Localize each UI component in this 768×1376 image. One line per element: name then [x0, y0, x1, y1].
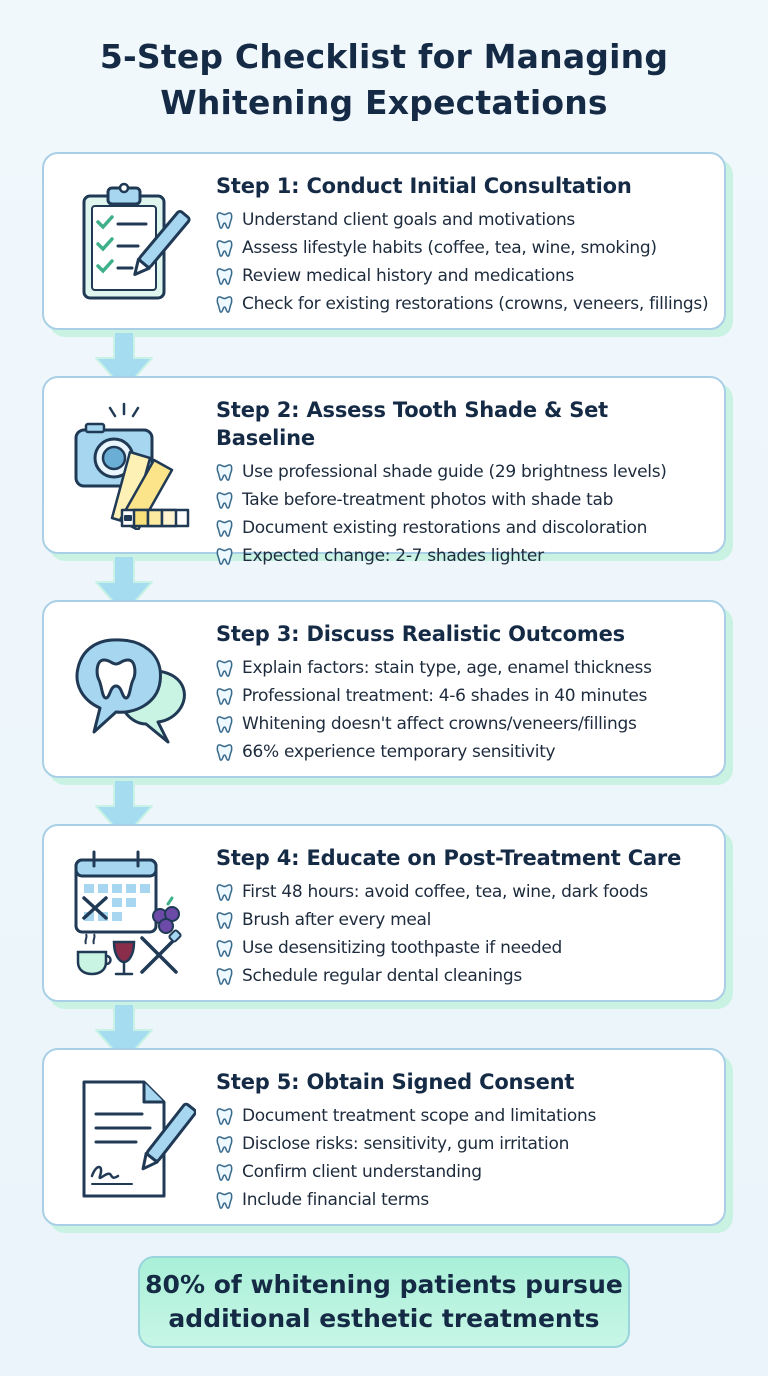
bullet-text: Professional treatment: 4-6 shades in 40 minutes: [242, 686, 648, 706]
bullet-text: Explain factors: stain type, age, enamel thickness: [242, 658, 652, 678]
bullet-text: 66% experience temporary sensitivity: [242, 742, 556, 762]
bullet-text: Use desensitizing toothpaste if needed: [242, 938, 563, 958]
tooth-icon: [216, 967, 233, 986]
tooth-icon: [216, 911, 233, 930]
step-4-title: Step 4: Educate on Post-Treatment Care: [216, 846, 682, 870]
list-item: [216, 234, 710, 262]
list-item: [216, 682, 710, 710]
bullet-text: Assess lifestyle habits (coffee, tea, wine, smoking): [242, 238, 657, 258]
list-item: [216, 654, 710, 682]
step-3-card: [42, 600, 726, 778]
tooth-icon: [216, 267, 233, 286]
tooth-icon: [216, 1191, 233, 1210]
bullet-text: Schedule regular dental cleanings: [242, 966, 522, 986]
bullet-text: Disclose risks: sensitivity, gum irritation: [242, 1134, 570, 1154]
statistic-banner-line-2: additional esthetic treatments: [168, 1304, 600, 1333]
tooth-icon: [216, 1107, 233, 1126]
page-title-line-1: 5-Step Checklist for Managing: [99, 37, 669, 76]
tooth-icon: [216, 659, 233, 678]
bullet-text: Include financial terms: [242, 1190, 429, 1210]
bullet-text: Document existing restorations and discoloration: [242, 518, 648, 538]
signed-document-icon: [72, 1072, 196, 1202]
list-item: [216, 878, 710, 906]
list-item: [216, 1158, 710, 1186]
list-item: [216, 206, 710, 234]
list-item: [216, 458, 710, 486]
step-2-card: [42, 376, 726, 566]
step-1-title: Step 1: Conduct Initial Consultation: [216, 174, 632, 198]
list-item: [216, 290, 710, 318]
tooth-icon: [216, 519, 233, 538]
bullet-text: Document treatment scope and limitations: [242, 1106, 597, 1126]
list-item: [216, 710, 710, 738]
tooth-icon: [216, 295, 233, 314]
tooth-icon: [216, 239, 233, 258]
bullet-text: Whitening doesn't affect crowns/veneers/fillings: [242, 714, 637, 734]
page-title-line-2: Whitening Expectations: [160, 83, 608, 122]
camera-shade-guide-icon: [72, 400, 196, 530]
tooth-icon: [216, 883, 233, 902]
bullet-text: Confirm client understanding: [242, 1162, 482, 1182]
tooth-icon: [216, 211, 233, 230]
page-title: [0, 34, 768, 126]
bullet-text: Check for existing restorations (crowns, veneers, fillings): [242, 294, 709, 314]
tooth-icon: [216, 715, 233, 734]
step-5-card: [42, 1048, 726, 1226]
statistic-banner-line-1: 80% of whitening patients pursue: [145, 1270, 623, 1299]
bullet-text: First 48 hours: avoid coffee, tea, wine, dark foods: [242, 882, 648, 902]
tooth-icon: [216, 939, 233, 958]
tooth-icon: [216, 743, 233, 762]
list-item: [216, 486, 710, 514]
bullet-text: Use professional shade guide (29 brightness levels): [242, 462, 667, 482]
tooth-icon: [216, 1135, 233, 1154]
list-item: [216, 934, 710, 962]
step-2-title: Step 2: Assess Tooth Shade & Set Baseline: [216, 398, 609, 450]
tooth-icon: [216, 491, 233, 510]
tooth-icon: [216, 547, 233, 566]
list-item: [216, 1186, 710, 1214]
list-item: [216, 262, 710, 290]
step-3-title: Step 3: Discuss Realistic Outcomes: [216, 622, 625, 646]
step-4-card: [42, 824, 726, 1002]
clipboard-checklist-icon: [72, 176, 196, 306]
tooth-speech-bubble-icon: [72, 624, 196, 754]
bullet-text: Brush after every meal: [242, 910, 432, 930]
bullet-text: Take before-treatment photos with shade tab: [242, 490, 614, 510]
list-item: [216, 542, 710, 570]
step-1-card: [42, 152, 726, 330]
bullet-text: Expected change: 2-7 shades lighter: [242, 546, 544, 566]
calendar-food-icon: [72, 848, 196, 978]
step-5-title: Step 5: Obtain Signed Consent: [216, 1070, 575, 1094]
list-item: [216, 1130, 710, 1158]
tooth-icon: [216, 1163, 233, 1182]
tooth-icon: [216, 687, 233, 706]
list-item: [216, 906, 710, 934]
list-item: [216, 514, 710, 542]
statistic-banner: [138, 1256, 630, 1348]
list-item: [216, 1102, 710, 1130]
list-item: [216, 738, 710, 766]
bullet-text: Understand client goals and motivations: [242, 210, 575, 230]
bullet-text: Review medical history and medications: [242, 266, 575, 286]
tooth-icon: [216, 463, 233, 482]
list-item: [216, 962, 710, 990]
